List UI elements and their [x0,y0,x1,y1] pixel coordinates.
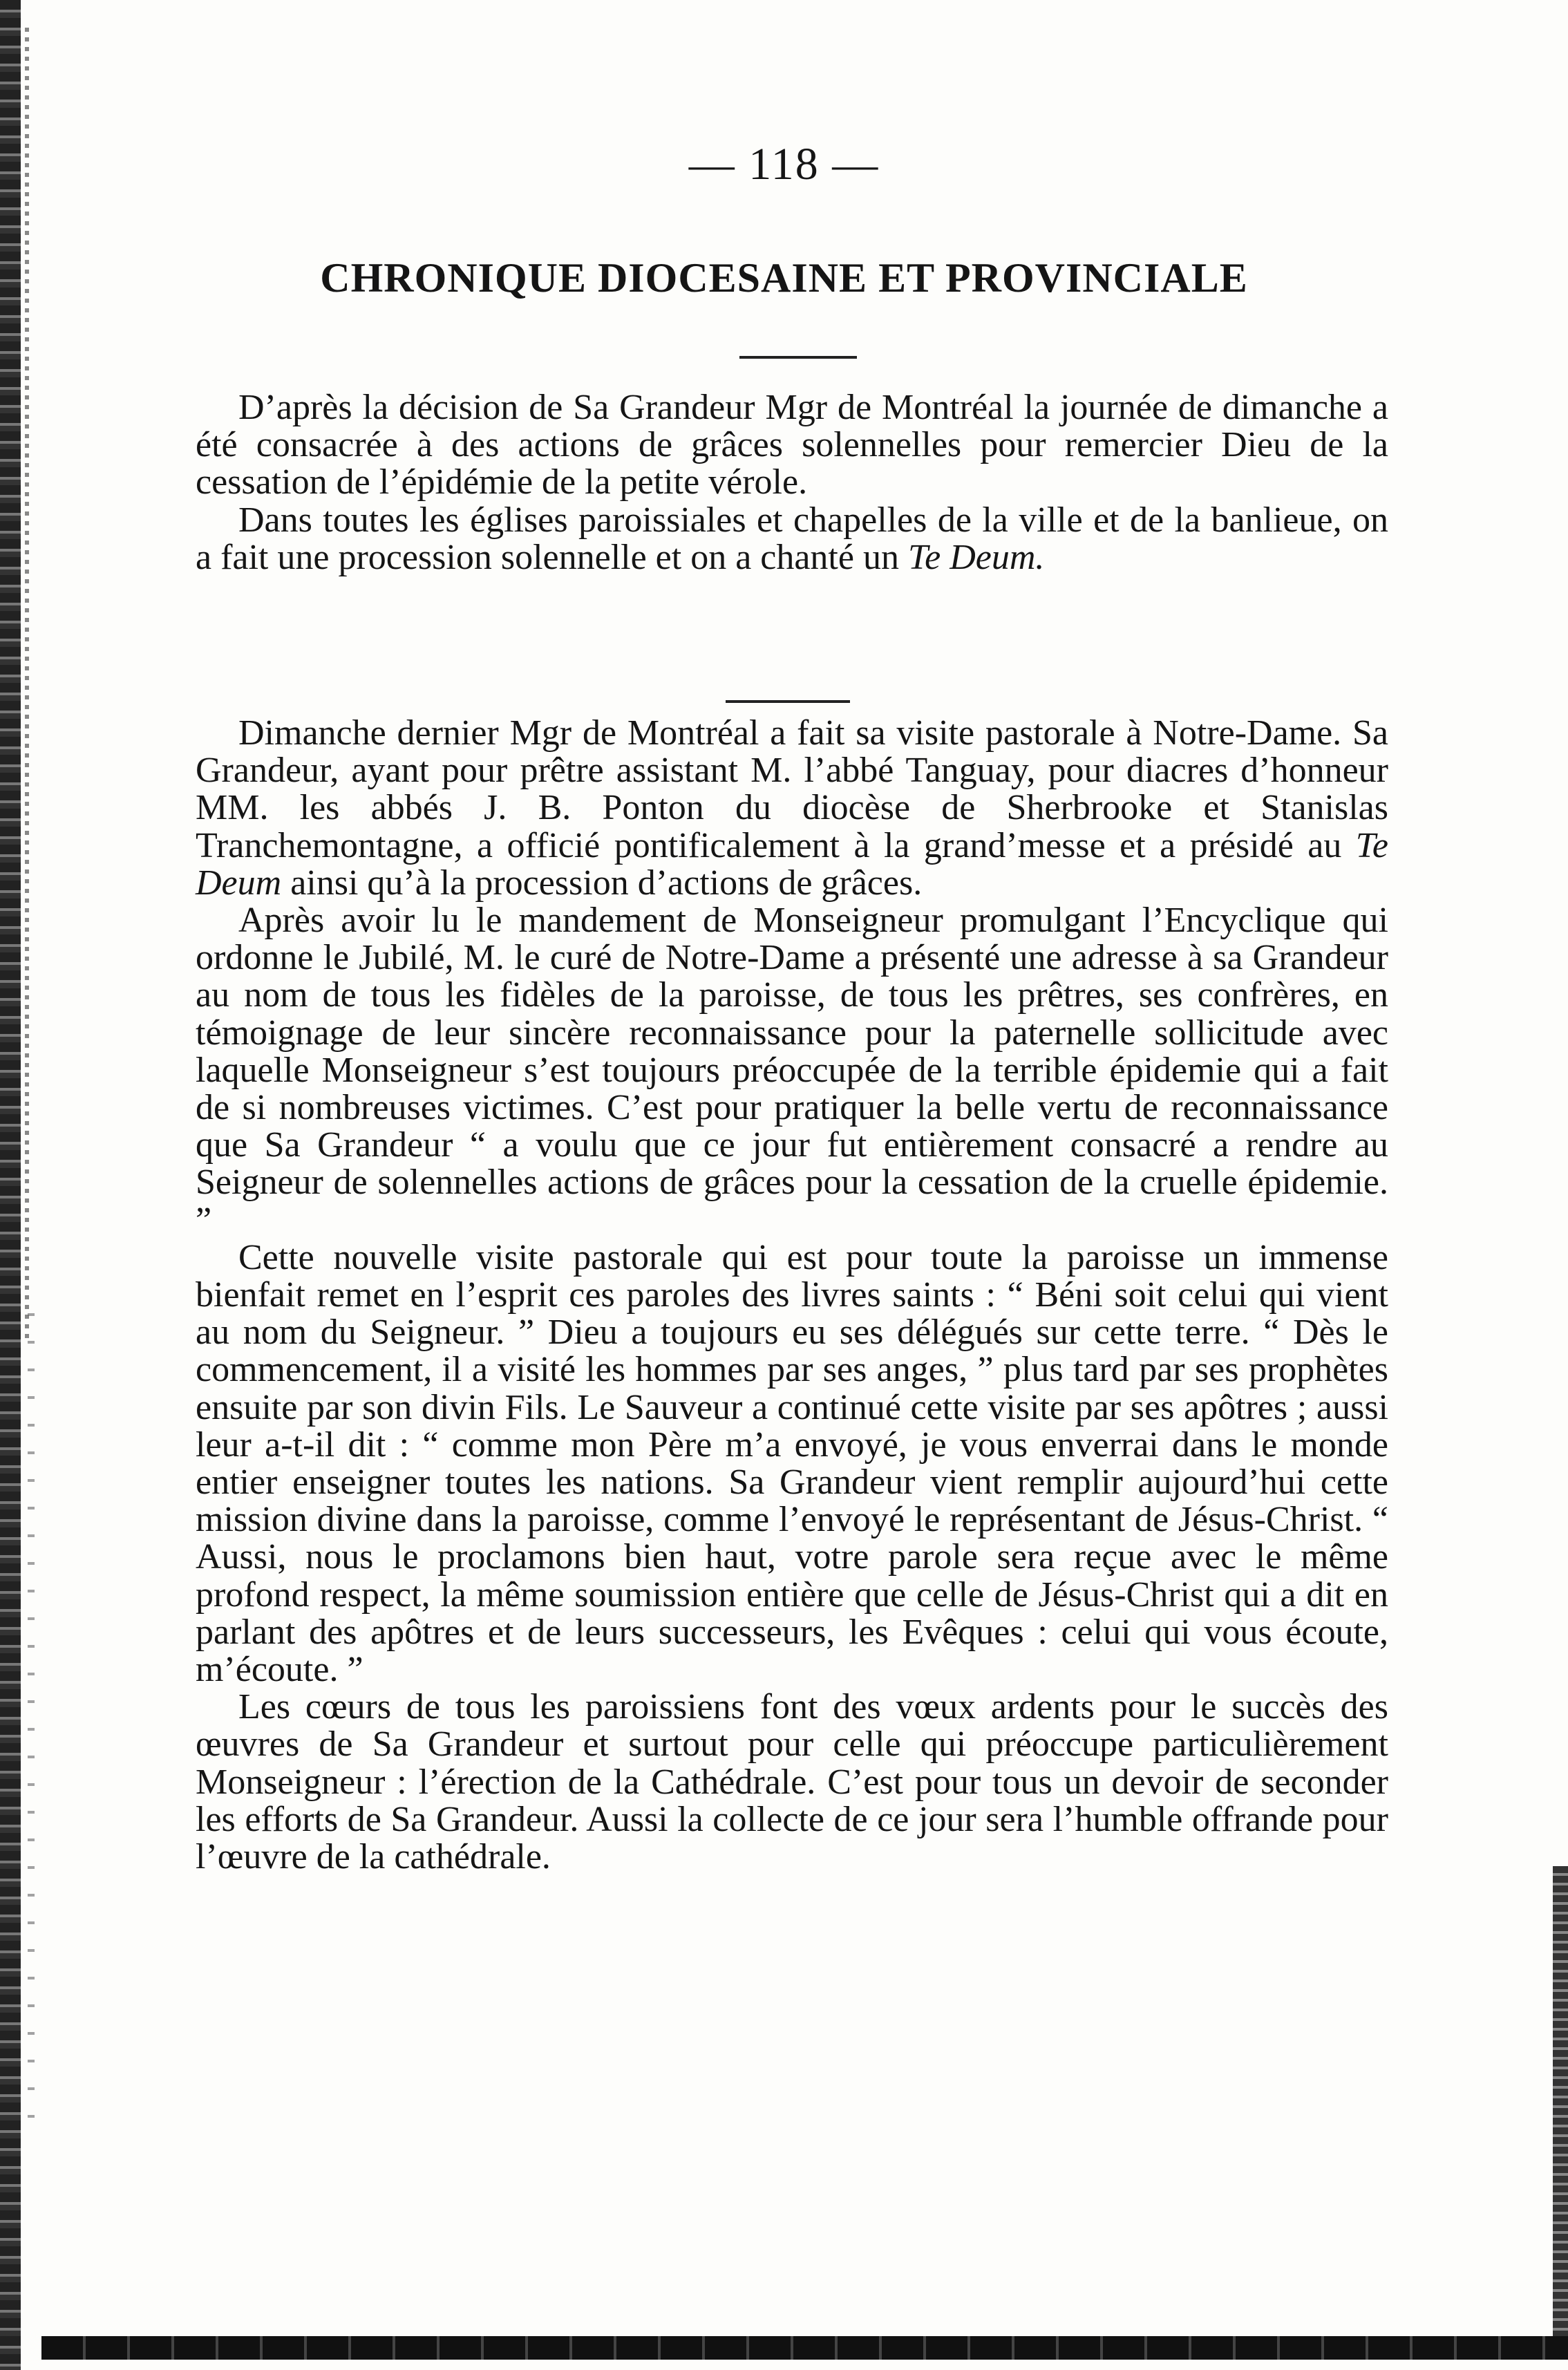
paragraph-text: ainsi qu’à la procession d’actions de grâces. [290,863,923,903]
page-title: CHRONIQUE DIOCESAINE ET PROVINCIALE [320,255,1248,301]
section-divider [739,356,857,359]
page-number: — 118 — [688,139,880,189]
scan-specks [28,1313,35,2143]
paragraph: D’après la décision de Sa Grandeur Mgr de Montréal la journée de dimanche a été consacrée à des actions de grâces solennelles pour remercier Dieu de la cessation de l’épidémie de la petite vérole. [196,388,1388,502]
paragraph: Après avoir lu le mandement de Monseigneur promulgant l’Encyclique qui ordonne le Jubilé, M. le curé de Notre-Dame a présenté une adresse à sa Grandeur au nom de tous les fidèles de la paroisse, de tous les prêtres, ses confrères, en témoignage de leur sincère reconnaissance pour la paternelle sollicitude avec laquelle Monseigneur s’est toujours préoccupée de la terrible épidemie qui a fait de si nombreuses victimes. C’est pour pratiquer la belle vertu de reconnaissance que Sa Grandeur “ a voulu que ce jour fut entièrement consacré a rendre au Seigneur de solennelles actions de grâces pour la cessation de la cruelle épidemie. ” [196,901,1388,1240]
section-divider [726,700,850,703]
binding-edge-marks [25,28,29,1341]
paragraph [196,715,1388,902]
italic-text: Te Deum. [907,537,1045,577]
paragraph [196,502,1388,576]
paragraph-text: Dimanche dernier Mgr de Montréal a fait sa visite pastorale à Notre-Dame. Sa Grandeur, ayant pour prêtre assistant M. l’abbé Tanguay, pour diacres d’honneur MM. les abbés J. B. Ponton du diocèse de Sherbrooke et Stanislas Tranchemontagne, a officié pontificalement à la grand’messe et a présidé au [196,713,1388,865]
right-edge-shadow [1553,1866,1568,2350]
paragraph: Les cœurs de tous les paroissiens font des vœux ardents pour le succès des œuvres de Sa Grandeur et surtout pour celle qui préoccupe particulièrement Monseigneur : l’érection de la Cathédrale. C’est pour tous un devoir de seconder les efforts de Sa Grandeur. Aussi la collecte de ce jour sera l’humble offrande pour l’œuvre de la cathédrale. [196,1687,1388,1877]
binding-edge-shadow [0,0,21,2370]
article-section-1 [196,389,1388,576]
paragraph: Cette nouvelle visite pastorale qui est pour toute la paroisse un immense bienfait remet en l’esprit ces paroles des livres saints : “ Béni soit celui qui vient au nom du Seigneur. ” Dieu a toujours eu ses délégués sur cette terre. “ Dès le commencement, il a visité les hommes par ses anges, ” plus tard par ses prophètes ensuite par son divin Fils. Le Sauveur a continué cette visite par ses apôtres ; aussi leur a-t-il dit : “ comme mon Père m’a envoyé, je vous enverrai dans le monde entier enseigner toutes les nations. Sa Grandeur vient remplir aujourd’hui cette mission divine dans la paroisse, comme l’envoyé le représentant de Jésus-Christ. “ Aussi, nous le proclamons bien haut, votre parole sera reçue avec le même profond respect, la même soumission entière que celle de Jésus-Christ qui a dit en parlant des apôtres et de leurs successeurs, les Evêques : celui qui vous écoute, m’écoute. ” [196,1237,1388,1690]
paragraph-text: Dans toutes les églises paroissiales et chapelles de la ville et de la banlieue, on a fait une procession solennelle et on a chanté un [196,500,1388,577]
article-section-2 [196,715,1388,1876]
italic-text: Te Deum [196,825,1388,903]
bottom-edge-shadow [41,2336,1568,2360]
